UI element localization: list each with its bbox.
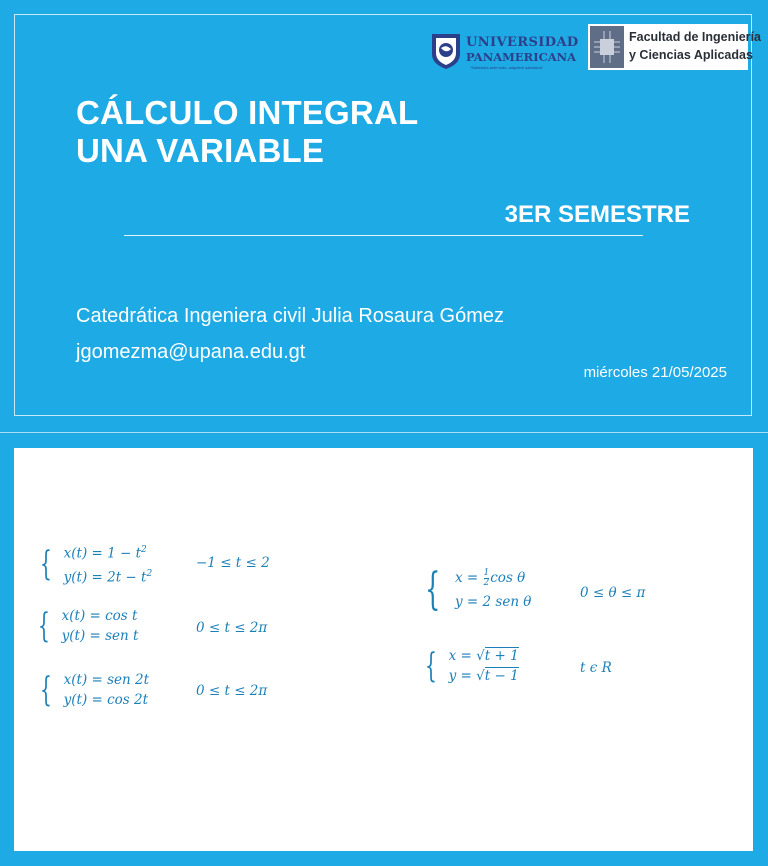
upana-tagline: "Sabiduría ante todo, adquiere sabiduría" [470, 65, 544, 70]
slide-title [76, 94, 418, 170]
left-brace: { [425, 564, 441, 615]
equation-line: x(t) = sen 2t [63, 672, 150, 688]
faculty-name-line2: y Ciencias Aplicadas [629, 48, 753, 62]
title-line-2: UNA VARIABLE [76, 132, 325, 169]
left-brace: { [40, 543, 52, 584]
parametric-system-1 [40, 540, 152, 587]
upana-logo [430, 31, 586, 75]
upana-name-line2: PANAMERICANA [466, 50, 577, 64]
left-brace: { [425, 646, 437, 686]
author-email: jgomezma@upana.edu.gt [76, 341, 306, 363]
semester-subtitle: 3ER SEMESTRE [504, 201, 690, 228]
equation-line: y(t) = sen t [61, 628, 139, 644]
slide-date: miércoles 21/05/2025 [583, 364, 727, 381]
left-brace: { [38, 606, 50, 646]
equation-line: $x(t) = 1 - t^2$ [63, 545, 147, 562]
left-brace: { [40, 670, 52, 710]
upana-seal-icon [430, 32, 462, 70]
equation-line: x = $\frac{1}{2}$ cos θ [455, 568, 526, 588]
parameter-range-5: t ϵ R [580, 660, 612, 676]
upana-name-line1: UNIVERSIDAD [466, 35, 579, 50]
equation-line: $y(t) = 2t - t^2$ [63, 568, 153, 585]
title-underline [124, 235, 643, 236]
parameter-range-1: −1 ≤ t ≤ 2 [196, 555, 270, 571]
equation-line: y = 2 sen θ [455, 594, 532, 610]
parameter-range-2: 0 ≤ t ≤ 2π [196, 620, 268, 636]
title-line-1: CÁLCULO INTEGRAL [76, 94, 419, 131]
equation-line: x = √t + 1 [448, 648, 519, 664]
equation-line: y = √t − 1 [448, 668, 519, 684]
faculty-logo [588, 24, 761, 70]
parameter-range-4: 0 ≤ θ ≤ π [580, 585, 646, 601]
parametric-system-2 [38, 606, 138, 646]
parametric-system-4 [425, 566, 531, 614]
circuit-chip-icon [590, 26, 624, 68]
equations-slide [14, 448, 753, 851]
parametric-system-3 [40, 670, 149, 710]
parametric-system-5 [425, 646, 519, 686]
faculty-name-line1: Facultad de Ingeniería [629, 30, 761, 44]
radicand: t + 1 [484, 648, 519, 664]
university-logos [430, 23, 761, 73]
parameter-range-3: 0 ≤ t ≤ 2π [196, 683, 268, 699]
fraction: $\frac{1}{2}$ [483, 568, 490, 588]
author-name: Catedrática Ingeniera civil Julia Rosaura Gómez [76, 305, 504, 327]
radicand: t − 1 [484, 668, 519, 684]
slide-divider [0, 432, 768, 433]
equation-line: x(t) = cos t [61, 608, 138, 624]
equation-line: y(t) = cos 2t [63, 692, 149, 708]
